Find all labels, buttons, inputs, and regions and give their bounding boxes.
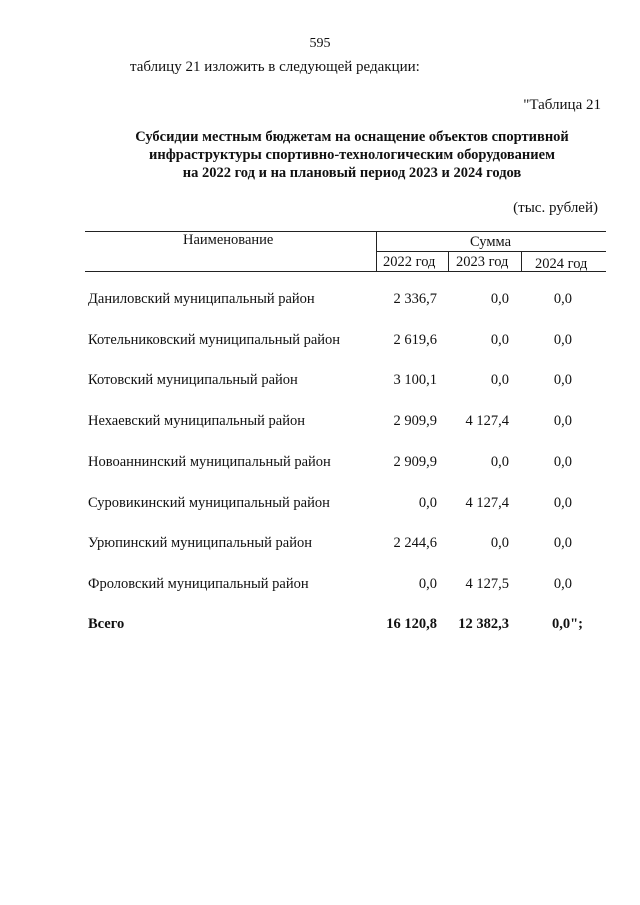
header-year: 2024 год <box>535 256 588 272</box>
district-name: Урюпинский муниципальный район <box>88 535 312 551</box>
value-2022: 0,0 <box>418 576 437 592</box>
table-row <box>0 495 640 515</box>
value-2023: 0,0 <box>490 372 509 388</box>
value-2023: 0,0 <box>490 291 509 307</box>
table-caption: "Таблица 21 <box>523 97 601 113</box>
value-2022: 2 909,9 <box>393 454 437 470</box>
total-2023: 12 382,3 <box>458 616 509 632</box>
value-2023: 4 127,4 <box>465 413 509 429</box>
district-name: Нехаевский муниципальный район <box>88 413 306 429</box>
district-name: Новоаннинский муниципальный район <box>88 454 331 470</box>
value-2023: 4 127,5 <box>465 576 509 592</box>
value-2022: 2 336,7 <box>393 291 437 307</box>
district-name: Котельниковский муниципальный район <box>88 332 341 348</box>
header-top-rule <box>85 231 606 232</box>
value-2024: 0,0 <box>553 576 572 592</box>
value-2022: 2 244,6 <box>393 535 437 551</box>
district-name: Суровикинский муниципальный район <box>88 495 330 511</box>
title-line: инфраструктуры спортивно-технологическим оборудованием <box>149 147 555 163</box>
value-2023: 4 127,4 <box>465 495 509 511</box>
value-2024: 0,0 <box>553 332 572 348</box>
total-row <box>0 616 640 636</box>
header-year: 2022 год <box>383 254 436 270</box>
title-line: Субсидии местным бюджетам на оснащение объектов спортивной <box>135 129 569 145</box>
value-2023: 0,0 <box>490 454 509 470</box>
header-name: Наименование <box>183 232 274 248</box>
value-2024: 0,0 <box>553 454 572 470</box>
value-2022: 2 909,9 <box>393 413 437 429</box>
value-2024: 0,0 <box>553 535 572 551</box>
total-2022: 16 120,8 <box>386 616 437 632</box>
total-label: Всего <box>88 616 125 632</box>
value-2023: 0,0 <box>490 332 509 348</box>
header-sum-rule <box>376 251 606 252</box>
table-row <box>0 535 640 555</box>
table-row <box>0 332 640 352</box>
table-row <box>0 291 640 311</box>
value-2022: 3 100,1 <box>393 372 437 388</box>
value-2022: 2 619,6 <box>393 332 437 348</box>
header-divider <box>448 251 449 272</box>
table-row <box>0 576 640 596</box>
district-name: Фроловский муниципальный район <box>88 576 309 592</box>
title-line: на 2022 год и на плановый период 2023 и 2024 годов <box>182 165 522 181</box>
table-row <box>0 372 640 392</box>
district-name: Даниловский муниципальный район <box>88 291 315 307</box>
total-2024: 0,0"; <box>551 616 583 632</box>
value-2022: 0,0 <box>418 495 437 511</box>
value-2024: 0,0 <box>553 291 572 307</box>
units-label: (тыс. рублей) <box>513 200 598 216</box>
document-title <box>92 128 612 182</box>
header-year: 2023 год <box>456 254 509 270</box>
table-row <box>0 413 640 433</box>
value-2023: 0,0 <box>490 535 509 551</box>
value-2024: 0,0 <box>553 372 572 388</box>
table-row <box>0 454 640 474</box>
header-sum: Сумма <box>470 234 512 250</box>
page-number: 595 <box>309 36 331 51</box>
header-divider <box>521 251 522 272</box>
header-bottom-rule <box>85 271 606 272</box>
value-2024: 0,0 <box>553 413 572 429</box>
intro-text: таблицу 21 изложить в следующей редакции: <box>130 59 420 75</box>
header-divider <box>376 231 377 272</box>
value-2024: 0,0 <box>553 495 572 511</box>
district-name: Котовский муниципальный район <box>88 372 298 388</box>
